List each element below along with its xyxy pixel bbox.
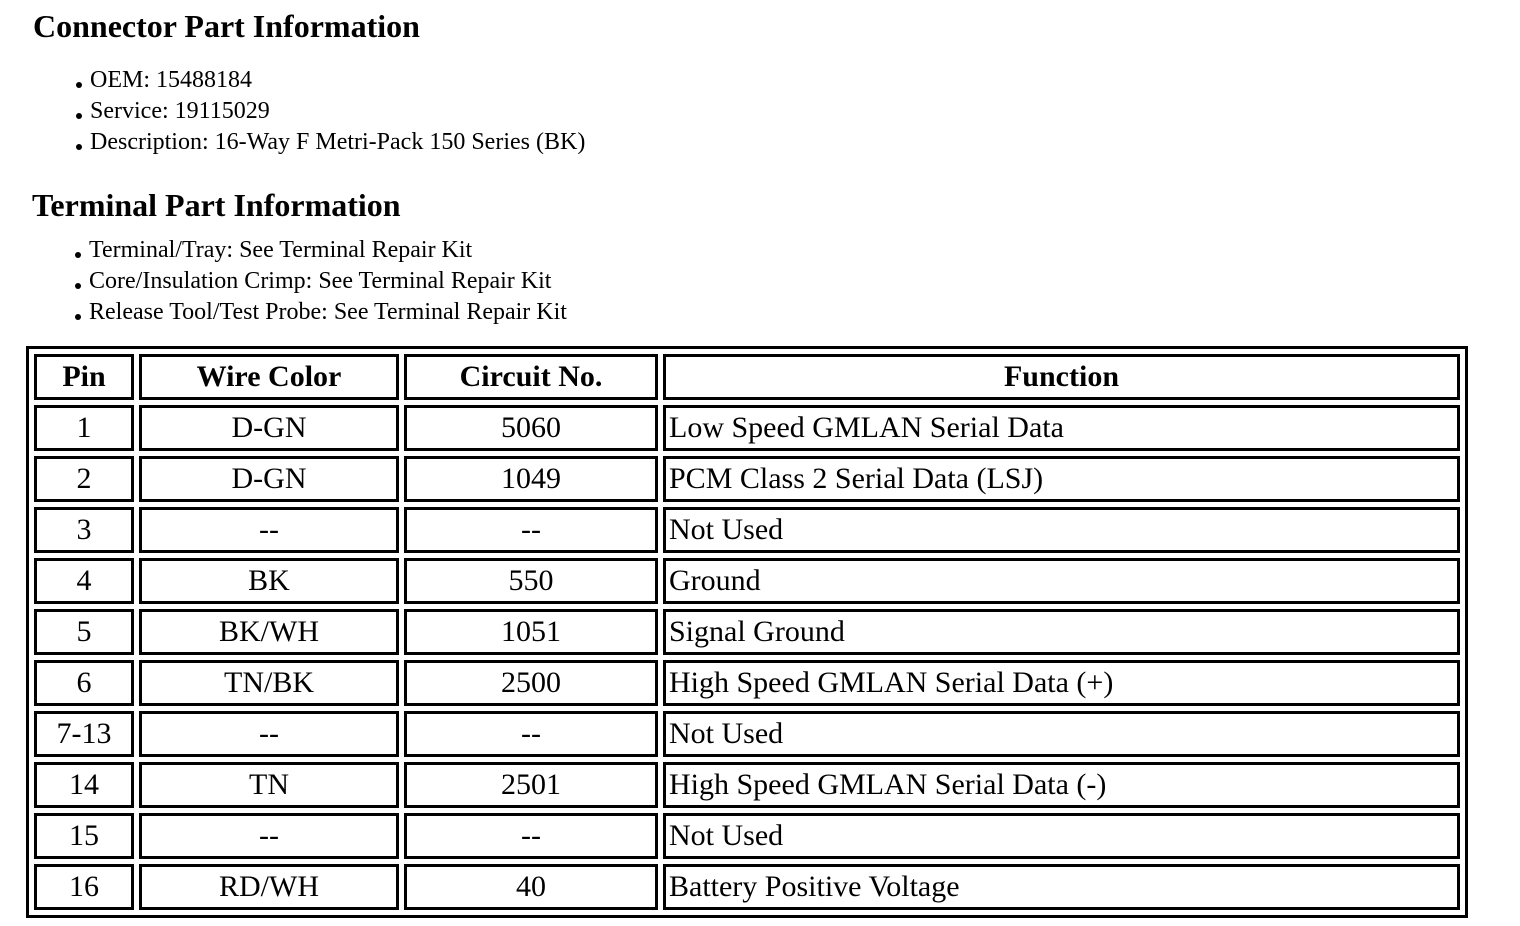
wire-color-cell: D-GN — [139, 456, 399, 502]
function-cell: Signal Ground — [663, 609, 1460, 655]
header-pin: Pin — [34, 354, 134, 400]
terminal-tray-item: Terminal/Tray: See Terminal Repair Kit — [73, 235, 567, 266]
connector-part-info-list — [74, 65, 585, 158]
table-row — [34, 405, 1460, 451]
circuit-no-cell: 40 — [404, 864, 658, 910]
description-item: Description: 16-Way F Metri-Pack 150 Series (BK) — [74, 127, 585, 158]
table-row — [34, 507, 1460, 553]
function-cell: Not Used — [663, 507, 1460, 553]
pin-out-table — [26, 346, 1468, 918]
circuit-no-cell: 1051 — [404, 609, 658, 655]
circuit-no-cell: 2500 — [404, 660, 658, 706]
function-cell: Ground — [663, 558, 1460, 604]
table-row — [34, 609, 1460, 655]
service-item: Service: 19115029 — [74, 96, 585, 127]
table-row — [34, 762, 1460, 808]
table-row — [34, 660, 1460, 706]
circuit-no-cell: 550 — [404, 558, 658, 604]
wire-color-cell: -- — [139, 813, 399, 859]
pin-cell: 2 — [34, 456, 134, 502]
release-tool-item: Release Tool/Test Probe: See Terminal Repair Kit — [73, 297, 567, 328]
wire-color-cell: D-GN — [139, 405, 399, 451]
function-cell: High Speed GMLAN Serial Data (+) — [663, 660, 1460, 706]
wire-color-cell: TN — [139, 762, 399, 808]
function-cell: Not Used — [663, 711, 1460, 757]
pin-cell: 16 — [34, 864, 134, 910]
pin-cell: 1 — [34, 405, 134, 451]
function-cell: High Speed GMLAN Serial Data (-) — [663, 762, 1460, 808]
circuit-no-cell: -- — [404, 711, 658, 757]
table-row — [34, 711, 1460, 757]
circuit-no-cell: 1049 — [404, 456, 658, 502]
terminal-part-info-heading: Terminal Part Information — [32, 187, 401, 223]
table-row — [34, 456, 1460, 502]
circuit-no-cell: -- — [404, 507, 658, 553]
pin-cell: 3 — [34, 507, 134, 553]
table-row — [34, 813, 1460, 859]
header-function: Function — [663, 354, 1460, 400]
header-circuit-no: Circuit No. — [404, 354, 658, 400]
pin-cell: 4 — [34, 558, 134, 604]
function-cell: Battery Positive Voltage — [663, 864, 1460, 910]
circuit-no-cell: 5060 — [404, 405, 658, 451]
function-cell: Low Speed GMLAN Serial Data — [663, 405, 1460, 451]
terminal-part-info-list — [73, 235, 567, 328]
pin-cell: 7-13 — [34, 711, 134, 757]
connector-part-info-heading: Connector Part Information — [33, 8, 420, 44]
pin-cell: 14 — [34, 762, 134, 808]
pin-cell: 15 — [34, 813, 134, 859]
table-row — [34, 864, 1460, 910]
header-wire-color: Wire Color — [139, 354, 399, 400]
wire-color-cell: BK — [139, 558, 399, 604]
wire-color-cell: TN/BK — [139, 660, 399, 706]
function-cell: Not Used — [663, 813, 1460, 859]
pin-cell: 6 — [34, 660, 134, 706]
wire-color-cell: -- — [139, 507, 399, 553]
circuit-no-cell: -- — [404, 813, 658, 859]
table-header-row — [34, 354, 1460, 400]
wire-color-cell: -- — [139, 711, 399, 757]
core-insulation-crimp-item: Core/Insulation Crimp: See Terminal Repair Kit — [73, 266, 567, 297]
wire-color-cell: BK/WH — [139, 609, 399, 655]
circuit-no-cell: 2501 — [404, 762, 658, 808]
oem-item: OEM: 15488184 — [74, 65, 585, 96]
wire-color-cell: RD/WH — [139, 864, 399, 910]
table-row — [34, 558, 1460, 604]
function-cell: PCM Class 2 Serial Data (LSJ) — [663, 456, 1460, 502]
pin-cell: 5 — [34, 609, 134, 655]
